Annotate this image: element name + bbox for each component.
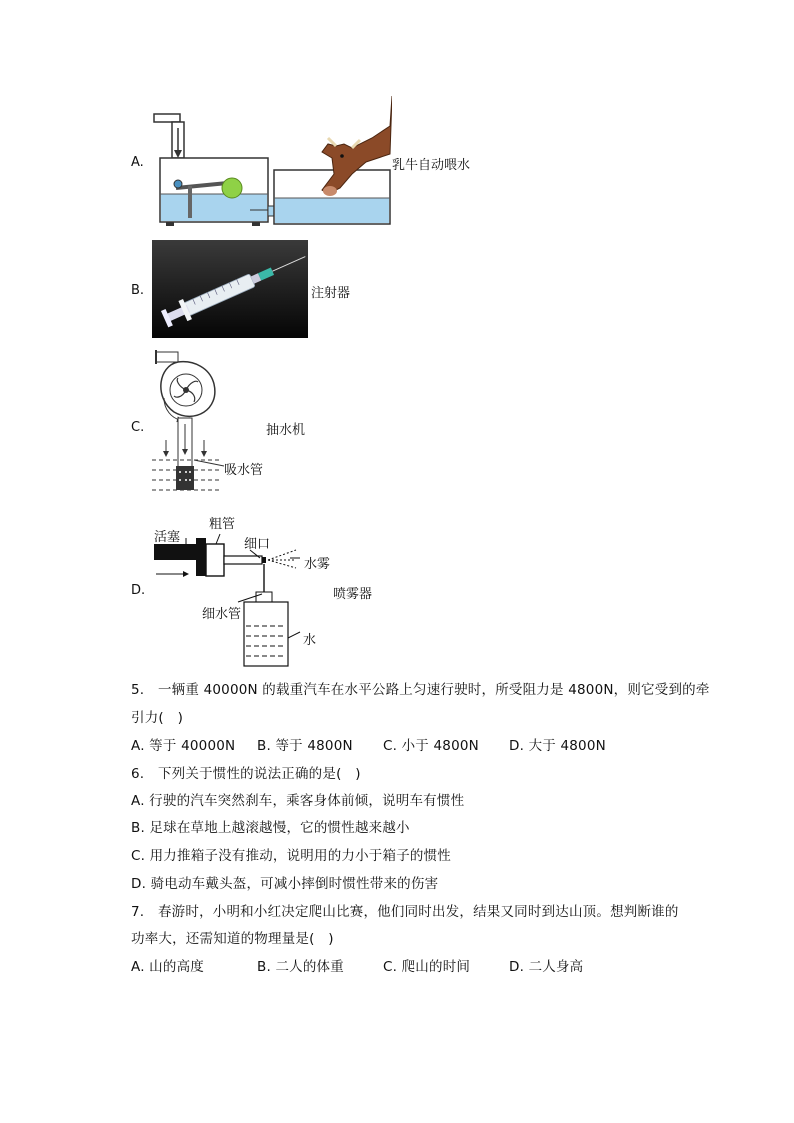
- option-c-letter: C.: [131, 420, 145, 435]
- sprayer-caption: 喷雾器: [333, 587, 373, 602]
- option[interactable]: D. 大于 4800N: [509, 738, 606, 754]
- thick-tube-label: 粗管: [209, 517, 236, 532]
- question-5-stem-line2: 引力( ): [131, 710, 184, 726]
- option[interactable]: A. 等于 40000N: [131, 738, 236, 754]
- option[interactable]: C. 爬山的时间: [383, 959, 471, 975]
- question-7-stem-line1: 7. 春游时，小明和小红决定爬山比赛，他们同时出发，结果又同时到达山顶。想判断谁的: [131, 904, 679, 920]
- option[interactable]: A. 行驶的汽车突然刹车，乘客身体前倾，说明车有惯性: [131, 793, 465, 809]
- option[interactable]: B. 二人的体重: [257, 959, 344, 975]
- suction-pipe-label: 吸水管: [224, 463, 264, 478]
- option[interactable]: D. 二人身高: [509, 959, 584, 975]
- option[interactable]: B. 足球在草地上越滚越慢，它的惯性越来越小: [131, 820, 410, 836]
- question-7-options: [131, 955, 583, 975]
- thin-tube-label: 细水管: [202, 607, 242, 622]
- option[interactable]: C. 用力推箱子没有推动，说明用的力小于箱子的惯性: [131, 848, 452, 864]
- water-label: 水: [303, 633, 317, 648]
- question-5-stem-line1: 5. 一辆重 40000N 的载重汽车在水平公路上匀速行驶时，所受阻力是 4800N，则它受到的牵: [131, 682, 710, 698]
- cow-feeder-caption: 乳牛自动喂水: [392, 158, 471, 173]
- option[interactable]: C. 小于 4800N: [383, 738, 479, 754]
- question-5-options: [131, 734, 606, 754]
- option-b-letter: B.: [131, 283, 145, 298]
- option[interactable]: A. 山的高度: [131, 959, 204, 975]
- cow-water-feeder-figure: [152, 96, 392, 228]
- thin-mouth-label: 细口: [244, 537, 271, 552]
- option[interactable]: D. 骑电动车戴头盔，可减小摔倒时惯性带来的伤害: [131, 876, 439, 892]
- syringe-caption: 注射器: [311, 286, 351, 301]
- mist-label: 水雾: [304, 557, 331, 572]
- piston-label: 活塞: [154, 530, 181, 545]
- water-pump-figure: [150, 348, 230, 500]
- option-a-letter: A.: [131, 155, 144, 170]
- question-6-stem: 6. 下列关于惯性的说法正确的是( ): [131, 766, 361, 782]
- syringe-photo: [152, 240, 308, 338]
- option[interactable]: B. 等于 4800N: [257, 738, 353, 754]
- option-d-letter: D.: [131, 583, 146, 598]
- sprayer-figure: [150, 530, 310, 668]
- water-pump-caption: 抽水机: [266, 423, 306, 438]
- question-7-stem-line2: 功率大，还需知道的物理量是( ): [131, 931, 334, 947]
